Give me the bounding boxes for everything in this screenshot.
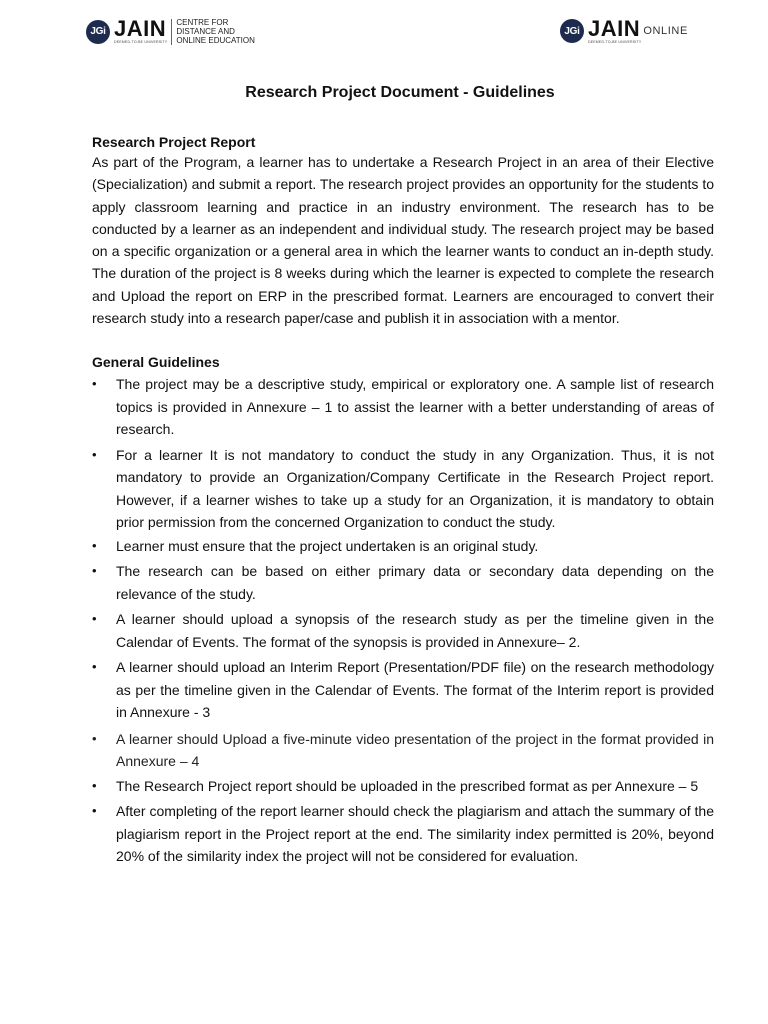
document-body [92, 133, 714, 871]
jain-brand-text: JAIN [588, 16, 641, 41]
guideline-item: • Learner must ensure that the project undertaken is an original study. [92, 535, 714, 558]
jain-brand-subtext: DEEMED-TO-BE UNIVERSITY [114, 40, 168, 45]
guideline-item: • A learner should Upload a five-minute video presentation of the project in the format provided in Annexure – 4 [92, 728, 714, 773]
cdoe-label [176, 18, 255, 45]
guideline-item: • The Research Project report should be uploaded in the prescribed format as per Annexure – 5 [92, 775, 714, 798]
page-title: Research Project Document - Guidelines [245, 84, 555, 101]
guideline-item: • The research can be based on either primary data or secondary data depending on the relevance of the study. [92, 560, 714, 605]
cdoe-line: DISTANCE AND [176, 27, 235, 36]
research-report-paragraph: As part of the Program, a learner has to undertake a Research Project in an area of their Elective (Specialization) and submit a report. The research project provides an opportunity for the students to apply classroom learning and practice in an industry environment. The research has to be conducted by a learner as an independent and individual study. The research project may be based on a specific organization or a general area in which the learner wants to conduct an in-depth study. The duration of the project is 8 weeks during which the learner is expected to complete the research and Upload the report on ERP in the prescribed format. Learners are encouraged to convert their research study into a research paper/case and publish it in association with a mentor. [92, 154, 714, 327]
jain-cdoe-logo [86, 18, 255, 45]
general-guidelines-heading: General Guidelines [92, 354, 220, 371]
jain-wordmark [114, 18, 167, 45]
guidelines-list [92, 373, 714, 868]
jain-brand-subtext: DEEMED-TO-BE UNIVERSITY [588, 40, 642, 44]
guideline-item: • After completing of the report learner should check the plagiarism and attach the summary of the plagiarism report in the Project report at the end. The similarity index permitted is 20%, beyond 20% of the similarity index the project will not be considered for evaluation. [92, 800, 714, 868]
jgi-badge-icon: JGi [560, 19, 584, 43]
jain-online-logo [560, 18, 688, 45]
guideline-item: • The project may be a descriptive study, empirical or exploratory one. A sample list of research topics is provided in Annexure – 1 to assist the learner with a better understanding of areas of research. [92, 373, 714, 441]
guideline-item: • A learner should upload a synopsis of the research study as per the timeline given in the Calendar of Events. The format of the synopsis is provided in Annexure– 2. [92, 608, 714, 653]
jain-wordmark [588, 18, 641, 45]
guideline-item: • A learner should upload an Interim Report (Presentation/PDF file) on the research methodology as per the timeline given in the Calendar of Events. The format of the Interim report is provided in Annexure - 3 [92, 656, 714, 724]
guideline-item: • For a learner It is not mandatory to conduct the study in any Organization. Thus, it is not mandatory to provide an Organization/Company Certificate in the Research Project report. However, if a learner wishes to take up a study for an Organization, it is mandatory to obtain prior permission from the concerned Organization to conduct the study. [92, 444, 714, 534]
research-report-heading: Research Project Report [92, 134, 256, 150]
jain-brand-text: JAIN [114, 16, 167, 42]
jgi-badge-icon: JGi [86, 20, 110, 44]
section-spacer [92, 329, 714, 353]
logo-divider [171, 19, 172, 45]
cdoe-line: CENTRE FOR [176, 18, 229, 27]
online-label: ONLINE [643, 25, 688, 38]
cdoe-line: ONLINE EDUCATION [176, 36, 255, 45]
